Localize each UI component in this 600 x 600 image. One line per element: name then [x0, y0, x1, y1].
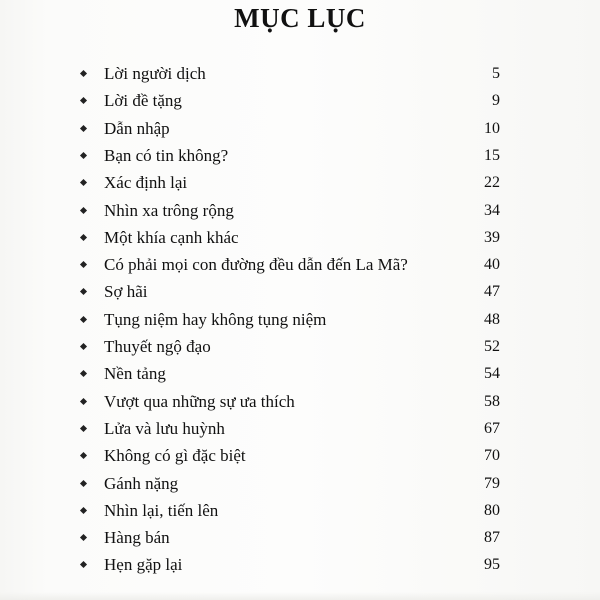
toc-entry-page-number: 87: [484, 529, 500, 547]
toc-entry-page-number: 15: [484, 146, 500, 164]
toc-entry: [0, 226, 600, 252]
toc-entry-title: Không có gì đặc biệt: [104, 446, 246, 466]
diamond-bullet-icon: [80, 370, 87, 377]
toc-entry-title: Xác định lại: [104, 173, 188, 193]
toc-entry-title: Lửa và lưu huỳnh: [104, 418, 225, 438]
toc-entry-page-number: 95: [484, 556, 500, 574]
toc-entry: [0, 499, 600, 525]
toc-entry-page-number: 58: [484, 392, 500, 410]
diamond-bullet-icon: [80, 152, 87, 159]
toc-entry-title: Lời đề tặng: [104, 91, 182, 111]
diamond-bullet-icon: [80, 316, 87, 323]
toc-entry-page-number: 40: [484, 256, 500, 274]
page-title: MỤC LỤC: [234, 3, 366, 33]
diamond-bullet-icon: [80, 125, 87, 132]
toc-entry-title: Thuyết ngộ đạo: [104, 337, 211, 356]
toc-entry: [0, 199, 600, 225]
toc-entry-page-number: 54: [484, 365, 500, 383]
toc-entry-page-number: 67: [484, 419, 500, 437]
diamond-bullet-icon: [80, 261, 87, 268]
toc-entry-page-number: 39: [484, 228, 500, 246]
toc-entry: [0, 253, 600, 279]
diamond-bullet-icon: [80, 179, 87, 186]
toc-entry: [0, 526, 600, 552]
toc-entry-title: Nhìn lại, tiến lên: [104, 500, 219, 520]
toc-entry: [0, 89, 600, 115]
toc-entry-title: Sợ hãi: [104, 282, 148, 302]
diamond-bullet-icon: [80, 507, 87, 514]
toc-entry: [0, 472, 600, 498]
toc-entry-title: Gánh nặng: [104, 473, 179, 493]
diamond-bullet-icon: [80, 70, 87, 77]
toc-entry: [0, 280, 600, 306]
toc-entry: [0, 553, 600, 579]
toc-entry: [0, 144, 600, 170]
diamond-bullet-icon: [80, 288, 87, 295]
toc-entry: [0, 62, 600, 88]
diamond-bullet-icon: [80, 452, 87, 459]
diamond-bullet-icon: [80, 398, 87, 405]
toc-entry-page-number: 10: [484, 119, 500, 137]
toc-entry-title: Dẫn nhập: [104, 118, 170, 138]
toc-entry: [0, 362, 600, 388]
toc-entry-page-number: 5: [492, 65, 500, 82]
toc-entry-page-number: 47: [484, 283, 500, 301]
toc-entry-title: Một khía cạnh khác: [104, 227, 239, 247]
toc-entry-title: Có phải mọi con đường đều dẫn đến La Mã?: [104, 255, 408, 275]
toc-entry-title: Vượt qua những sự ưa thích: [104, 391, 295, 411]
diamond-bullet-icon: [80, 425, 87, 432]
toc-entry: [0, 444, 600, 470]
toc-entry: [0, 335, 600, 361]
toc-entry-page-number: 80: [484, 501, 500, 519]
toc-entry: [0, 390, 600, 416]
diamond-bullet-icon: [80, 479, 87, 486]
page-edge-shadow: [0, 592, 600, 600]
toc-entry-page-number: 9: [492, 92, 500, 110]
toc-entry-title: Bạn có tin không?: [104, 145, 229, 165]
toc-entry: [0, 117, 600, 143]
toc-entry-title: Hẹn gặp lại: [104, 555, 183, 575]
toc-entry-page-number: 79: [484, 474, 500, 492]
toc-entry-title: Lời người dịch: [104, 64, 206, 83]
toc-entry-page-number: 34: [484, 201, 500, 219]
toc-entry-page-number: 48: [484, 310, 500, 328]
toc-entry: [0, 417, 600, 443]
diamond-bullet-icon: [80, 534, 87, 541]
toc-entry-page-number: 52: [484, 338, 500, 355]
toc-entry-title: Tụng niệm hay không tụng niệm: [104, 309, 327, 329]
diamond-bullet-icon: [80, 206, 87, 213]
diamond-bullet-icon: [80, 234, 87, 241]
diamond-bullet-icon: [80, 343, 87, 350]
toc-entry-page-number: 22: [484, 174, 500, 192]
toc-entry-title: Nhìn xa trông rộng: [104, 200, 234, 220]
toc-entry: [0, 308, 600, 334]
diamond-bullet-icon: [80, 561, 87, 568]
toc-entry-page-number: 70: [484, 447, 500, 465]
toc-entry-title: Nền tảng: [104, 364, 166, 384]
diamond-bullet-icon: [80, 97, 87, 104]
toc-entry-title: Hàng bán: [104, 528, 170, 548]
toc-entry: [0, 171, 600, 197]
